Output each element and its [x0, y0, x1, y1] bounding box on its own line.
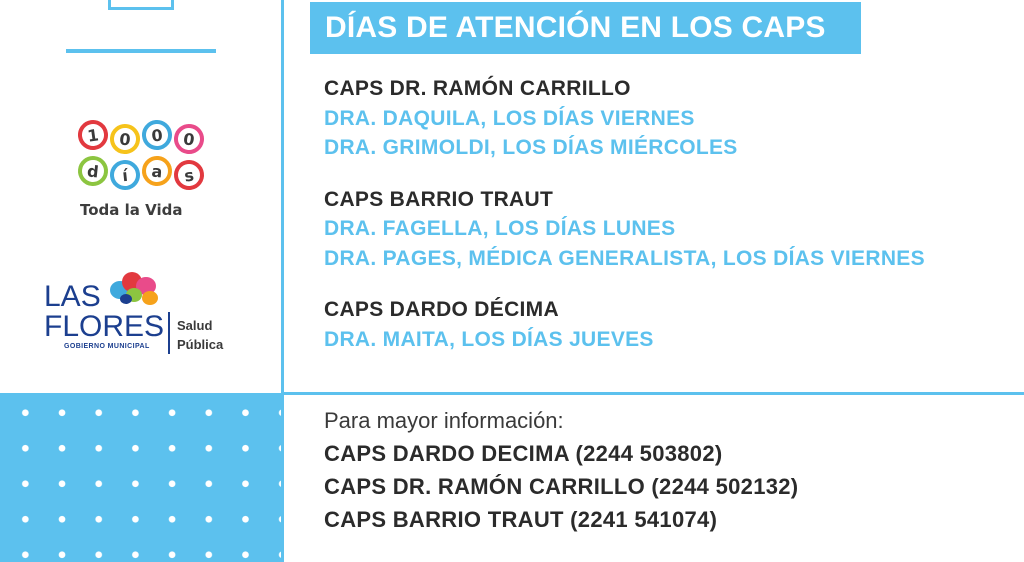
caps-name: CAPS BARRIO TRAUT — [324, 187, 554, 211]
logo-tagline: Toda la Vida — [80, 201, 183, 219]
department-line-2: Pública — [177, 337, 224, 352]
department-line-1: Salud — [177, 318, 213, 333]
contact-line: CAPS DR. RAMÓN CARRILLO (2244 502132) — [324, 474, 799, 499]
caps-group — [324, 295, 1014, 354]
brand-line-1: LAS — [44, 280, 101, 313]
las-flores-logo — [44, 268, 244, 358]
brand-subtitle: GOBIERNO MUNICIPAL — [64, 343, 150, 350]
doctor-schedule: DRA. MAITA, LOS DÍAS JUEVES — [324, 327, 654, 351]
page-title: DÍAS DE ATENCIÓN EN LOS CAPS — [325, 11, 826, 44]
doctor-schedule: DRA. GRIMOLDI, LOS DÍAS MIÉRCOLES — [324, 136, 738, 159]
contact-info — [324, 404, 798, 536]
dotted-pattern-panel — [0, 393, 283, 562]
doctor-schedule: DRA. FAGELLA, LOS DÍAS LUNES — [324, 217, 676, 240]
decorative-rule — [66, 49, 216, 53]
flower-petals-icon — [106, 268, 162, 308]
header-banner — [310, 2, 861, 54]
contact-line: CAPS DARDO DECIMA (2244 503802) — [324, 441, 723, 466]
horizontal-divider — [283, 392, 1024, 395]
logo-bubble: 1 — [76, 118, 110, 152]
brand-line-2: FLORES — [44, 310, 165, 343]
logo-bubble: a — [141, 155, 174, 188]
caps-group — [324, 74, 1014, 163]
caps-list — [324, 74, 1014, 376]
logo-bubble: 0 — [109, 123, 142, 156]
logo-1000-dias — [74, 118, 214, 228]
brand-divider — [168, 312, 170, 354]
doctor-schedule: DRA. DAQUILA, LOS DÍAS VIERNES — [324, 106, 695, 130]
department-label — [177, 316, 223, 354]
logo-bubble: s — [172, 158, 206, 192]
decorative-box — [108, 0, 174, 10]
logo-bubble: d — [77, 155, 110, 188]
contact-line: CAPS BARRIO TRAUT (2241 541074) — [324, 507, 718, 532]
caps-name: CAPS DARDO DÉCIMA — [324, 298, 559, 321]
logo-bubble: í — [109, 159, 142, 192]
logo-bubble: 0 — [141, 119, 174, 152]
logo-bubble: 0 — [172, 122, 206, 156]
caps-name: CAPS DR. RAMÓN CARRILLO — [324, 77, 631, 100]
left-column — [0, 0, 283, 562]
doctor-schedule: DRA. PAGES, MÉDICA GENERALISTA, LOS DÍAS VIERNES — [324, 246, 925, 270]
caps-group — [324, 185, 1014, 274]
contact-intro: Para mayor información: — [324, 408, 564, 433]
vertical-divider — [281, 0, 284, 562]
